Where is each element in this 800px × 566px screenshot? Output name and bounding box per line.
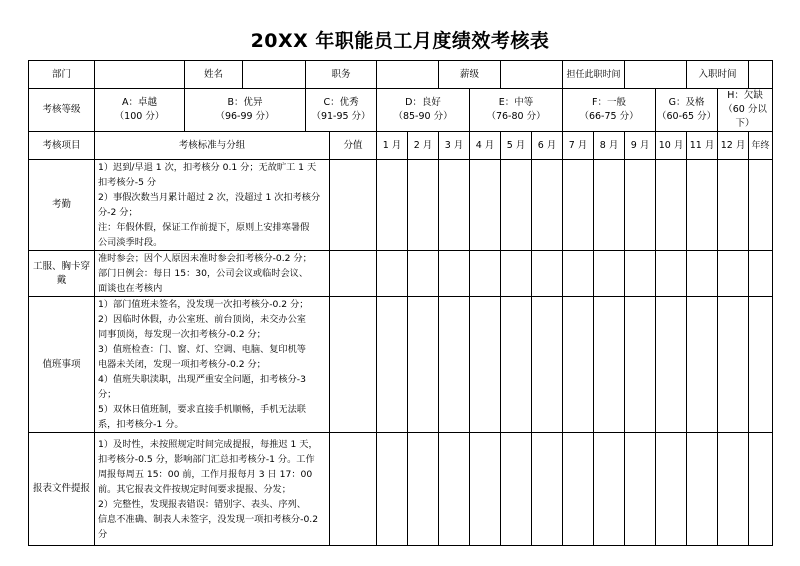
duty-time-value[interactable]: [625, 61, 687, 89]
month-cell[interactable]: [656, 433, 687, 546]
standard-line: 3）值班检查：门、窗、灯、空调、电脑、复印机等: [98, 344, 306, 355]
month-cell[interactable]: [594, 433, 625, 546]
standard-line: 电器未关闭，发现一项扣考核分-0.2 分；: [98, 359, 266, 370]
month-cell[interactable]: [594, 160, 625, 251]
month-cell[interactable]: [377, 160, 408, 251]
standard-line: 1）及时性，未按照规定时间完成提报，每推迟 1 天，: [98, 438, 318, 450]
score-cell[interactable]: [330, 160, 377, 251]
year-end-cell[interactable]: [749, 297, 773, 433]
standard-line: 分: [98, 528, 108, 540]
level-d-range: （85-90 分）: [393, 111, 453, 122]
month-cell[interactable]: [656, 160, 687, 251]
standard-line: 周报每周五 15：00 前，工作月报每月 3 日 17：00: [98, 468, 313, 480]
level-e-range: （76-80 分）: [486, 111, 546, 122]
month-cell[interactable]: [439, 433, 470, 546]
month-cell[interactable]: [470, 251, 501, 297]
level-a-range: （100 分）: [114, 111, 165, 122]
level-b: [185, 89, 306, 132]
info-row: [29, 61, 773, 89]
month-cell[interactable]: [532, 433, 563, 546]
department-value[interactable]: [95, 61, 185, 89]
standard-line: 5）双休日值班制，要求直接手机顺畅，手机无法联: [98, 404, 306, 415]
levels-row: [29, 89, 773, 132]
department-label: 部门: [29, 61, 95, 89]
month-cell[interactable]: [718, 297, 749, 433]
month-cell[interactable]: [501, 160, 532, 251]
month-cell[interactable]: [594, 251, 625, 297]
standard-line: 2）完整性，发现报表错误：错别字、表头、序列、: [98, 498, 306, 510]
month-cell[interactable]: [532, 297, 563, 433]
month-cell[interactable]: [532, 251, 563, 297]
table-row: [29, 433, 773, 546]
appraisal-table: [28, 60, 773, 546]
position-value[interactable]: [377, 61, 439, 89]
month-cell[interactable]: [656, 297, 687, 433]
standard-line: 扣考核分-0.5 分，影响部门汇总扣考核分-1 分。工作: [98, 453, 315, 465]
month-header: 7 月: [563, 132, 594, 160]
level-d-name: D：良好: [405, 97, 441, 108]
duty-time-label: 担任此职时间: [563, 61, 625, 89]
level-c-range: （91-95 分）: [311, 111, 371, 122]
month-header: 2 月: [408, 132, 439, 160]
month-cell[interactable]: [532, 160, 563, 251]
level-c-name: C：优秀: [323, 97, 359, 108]
reports-standard: [95, 433, 330, 546]
month-cell[interactable]: [470, 160, 501, 251]
month-header: 4 月: [470, 132, 501, 160]
month-header: 11 月: [687, 132, 718, 160]
month-cell[interactable]: [687, 433, 718, 546]
join-date-value[interactable]: [749, 61, 773, 89]
level-b-name: B：优异: [227, 97, 263, 108]
month-cell[interactable]: [625, 251, 656, 297]
standard-line: 信息不准确、制表人未签字，没发现一项扣考核分-0.2: [98, 513, 319, 525]
item-uniform: 工服、胸卡穿戴: [29, 251, 95, 297]
column-header-row: [29, 132, 773, 160]
level-h-name: H：欠缺: [727, 90, 763, 101]
level-b-range: （96-99 分）: [215, 111, 275, 122]
year-end-header: 年终: [749, 132, 773, 160]
standard-line: 分；: [98, 389, 117, 400]
level-g-range: （60-65 分）: [656, 111, 717, 122]
standard-line: 准时参会；因个人原因未准时参会扣考核分-0.2 分；: [98, 253, 312, 264]
level-a-name: A：卓越: [122, 97, 157, 108]
month-cell[interactable]: [439, 160, 470, 251]
month-cell[interactable]: [501, 251, 532, 297]
month-header: 3 月: [439, 132, 470, 160]
join-date-label: 入职时间: [687, 61, 749, 89]
level-f-range: （66-75 分）: [579, 111, 639, 122]
appraisal-form: [28, 30, 772, 546]
month-cell[interactable]: [377, 433, 408, 546]
month-header: 6 月: [532, 132, 563, 160]
month-cell[interactable]: [377, 251, 408, 297]
standard-line: 公司淡季时段。: [98, 237, 163, 248]
uniform-standard: [95, 251, 330, 297]
month-cell[interactable]: [470, 297, 501, 433]
item-attendance: 考勤: [29, 160, 95, 251]
standard-line: 1）部门值班未签名，没发现一次扣考核分-0.2 分；: [98, 299, 309, 310]
level-e-name: E：中等: [498, 97, 534, 108]
item-reports: 报表文件提报: [29, 433, 95, 546]
document-title: 20XX 年职能员工月度绩效考核表: [250, 30, 550, 52]
level-f-name: F：一般: [592, 97, 627, 108]
level-g: [656, 89, 718, 132]
month-header: 9 月: [625, 132, 656, 160]
month-cell[interactable]: [408, 433, 439, 546]
grade-value[interactable]: [501, 61, 563, 89]
level-a: [95, 89, 185, 132]
month-cell[interactable]: [625, 433, 656, 546]
standard-line: 2）因临时休假，办公室班、前台顶岗，未交办公室: [98, 314, 306, 325]
score-cell[interactable]: [330, 251, 377, 297]
month-cell[interactable]: [563, 433, 594, 546]
levels-label: 考核等级: [29, 89, 95, 132]
level-d: [377, 89, 470, 132]
month-cell[interactable]: [501, 297, 532, 433]
year-end-cell[interactable]: [749, 433, 773, 546]
standard-line: 部门日例会：每日 15：30，公司会议或临时会议、: [98, 268, 309, 279]
month-cell[interactable]: [408, 251, 439, 297]
month-header: 10 月: [656, 132, 687, 160]
standard-line: 系，扣考核分-1 分。: [98, 419, 184, 430]
position-label: 职务: [306, 61, 377, 89]
item-duty: 值班事项: [29, 297, 95, 433]
level-g-name: G：及格: [668, 97, 705, 108]
standard-line: 面谈也在考核内: [98, 283, 163, 294]
level-h: [718, 89, 773, 132]
month-header: 5 月: [501, 132, 532, 160]
month-cell[interactable]: [625, 297, 656, 433]
month-cell[interactable]: [439, 297, 470, 433]
standard-line: 扣考核分-5 分: [98, 177, 157, 188]
month-cell[interactable]: [687, 297, 718, 433]
duty-standard: [95, 297, 330, 433]
level-f: [563, 89, 656, 132]
year-end-cell[interactable]: [749, 160, 773, 251]
month-cell[interactable]: [501, 433, 532, 546]
month-cell[interactable]: [718, 251, 749, 297]
table-row: [29, 160, 773, 251]
standard-line: 1）迟到/早退 1 次，扣考核分 0.1 分；无故旷工 1 天: [98, 162, 317, 173]
month-cell[interactable]: [718, 160, 749, 251]
month-header: 1 月: [377, 132, 408, 160]
name-value[interactable]: [243, 61, 306, 89]
name-label: 姓名: [185, 61, 243, 89]
month-cell[interactable]: [687, 160, 718, 251]
attendance-standard: [95, 160, 330, 251]
standard-line: 同事顶岗，每发现一次扣考核分-0.2 分；: [98, 329, 266, 340]
score-cell[interactable]: [330, 297, 377, 433]
month-cell[interactable]: [439, 251, 470, 297]
month-cell[interactable]: [377, 297, 408, 433]
year-end-cell[interactable]: [749, 251, 773, 297]
standard-header: 考核标准与分组: [95, 132, 330, 160]
month-header: 12 月: [718, 132, 749, 160]
month-cell[interactable]: [563, 297, 594, 433]
month-header: 8 月: [594, 132, 625, 160]
standard-line: 注：年假休假，保证工作前提下，原则上安排寒暑假: [98, 222, 310, 233]
month-cell[interactable]: [594, 297, 625, 433]
month-cell[interactable]: [408, 160, 439, 251]
month-cell[interactable]: [687, 251, 718, 297]
table-row: [29, 297, 773, 433]
score-header: 分值: [330, 132, 377, 160]
month-cell[interactable]: [563, 160, 594, 251]
level-c: [306, 89, 377, 132]
item-header: 考核项目: [29, 132, 95, 160]
standard-line: 2）事假次数当月累计超过 2 次，没超过 1 次扣考核分: [98, 192, 321, 203]
standard-line: 分-2 分；: [98, 207, 138, 218]
month-cell[interactable]: [656, 251, 687, 297]
score-cell[interactable]: [330, 433, 377, 546]
level-e: [470, 89, 563, 132]
month-cell[interactable]: [625, 160, 656, 251]
month-cell[interactable]: [408, 297, 439, 433]
level-h-range: （60 分以下）: [723, 104, 767, 129]
month-cell[interactable]: [718, 433, 749, 546]
month-cell[interactable]: [563, 251, 594, 297]
grade-label: 薪级: [439, 61, 501, 89]
table-row: [29, 251, 773, 297]
month-cell[interactable]: [470, 433, 501, 546]
standard-line: 4）值班失职渎职，出现严重安全问题，扣考核分-3: [98, 374, 306, 385]
standard-line: 前。其它报表文件按规定时间要求提报、分发；: [98, 483, 291, 495]
